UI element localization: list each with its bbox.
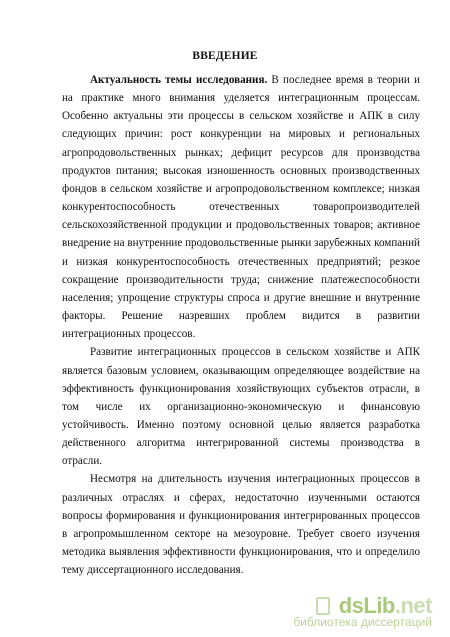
paragraph-2 <box>62 343 420 470</box>
watermark <box>268 593 438 629</box>
paragraph-text: Несмотря на длительность изучения интеграционных процессов в различных отраслях и сферах, недостаточно изученными остаются вопросы формирования и функционирования интегрированных процессов в агропромышленном секторе на мезоуровне. Требует своего изучения методика выявления эффективности функционирования, что и определило тему диссертационного исследования. <box>62 473 420 577</box>
paragraph-1 <box>62 71 420 343</box>
paragraph-lead: Актуальность темы исследования. <box>90 74 268 86</box>
watermark-logo: dsLib.net <box>338 593 432 618</box>
paragraph-3 <box>62 470 420 579</box>
watermark-subtitle: библиотека диссертаций <box>293 615 432 629</box>
paragraph-text: Развитие интеграционных процессов в сельском хозяйстве и АПК является базовым условием, оказывающим определяющее воздействие на эффективность функционирования хозяйствующих субъектов отрасли, в том числе их организационно-экономическую и финансовую устойчивость. Именно поэтому основной целью является разработка действенного алгоритма интегрированной системы производства в отрасли. <box>62 346 420 468</box>
book-icon <box>316 597 330 615</box>
body-text <box>62 71 420 579</box>
page-title: ВВЕДЕНИЕ <box>192 50 258 62</box>
paragraph-text: В последнее время в теории и на практике много внимания уделяется интеграционным процессам. Особенно актуальны эти процессы в сельском хозяйстве и АПК в силу следующих причин: рост конкуренции на мировых и региональных агропродовольственных рынках; дефицит ресурсов для производства продуктов питания; высокая изношенность основных производственных фондов в сельском хозяйстве и агропродовольственном комплексе; низкая конкурентоспособность отечественных товаропроизводителей сельскохозяйственной продукции и продовольственных товаров; активное внедрение на внутренние продовольственные рынки зарубежных компаний и низкая конкурентоспособность отечественных предприятий; резкое сокращение производительности труда; снижение платежеспособности населения; упрощение структуры спроса и другие внешние и внутренние факторы. Решение назревших проблем видится в развитии интеграционных процессов. <box>62 74 420 341</box>
